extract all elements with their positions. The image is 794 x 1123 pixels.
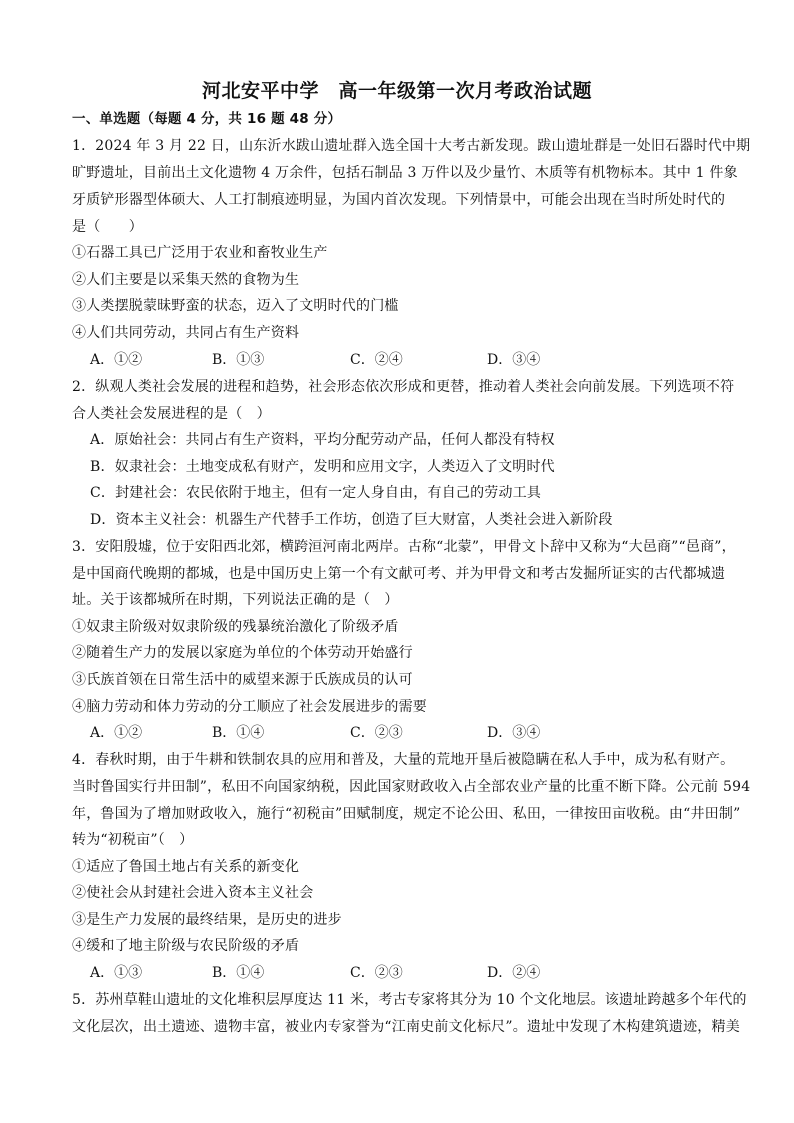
q3-item: ②随着生产力的发展以家庭为单位的个体劳动开始盛行 — [72, 645, 413, 661]
page-title: 河北安平中学 高一年级第一次月考政治试题 — [201, 80, 592, 102]
q4-options — [90, 964, 710, 982]
q1-item: ④人们共同劳动，共同占有生产资料 — [72, 325, 300, 341]
q1-options — [90, 351, 710, 369]
q1-option-b[interactable]: B．①③ — [212, 352, 265, 368]
q3-option-a[interactable]: A．①② — [90, 725, 143, 741]
q4-item: ④缓和了地主阶级与农民阶级的矛盾 — [72, 938, 300, 954]
q4-item: ③是生产力发展的最终结果，是历史的进步 — [72, 912, 342, 928]
q1-item: ②人们主要是以采集天然的食物为生 — [72, 272, 300, 288]
q1-option-c[interactable]: C．②④ — [350, 352, 403, 368]
q4-option-a[interactable]: A．①③ — [90, 965, 143, 981]
q3-stem-line: 址。关于该都城所在时期，下列说法正确的是（ ） — [72, 592, 399, 608]
q5-stem-line: 文化层次，出土遗迹、遗物丰富，被业内专家誉为“江南史前文化标尺”。遗址中发现了木构建筑遗迹，精美 — [72, 1019, 740, 1035]
q1-stem-line: 是（ ） — [72, 219, 143, 235]
q1-item: ③人类摆脱蒙昧野蛮的状态，迈入了文明时代的门槛 — [72, 298, 399, 314]
q4-stem-line: 年，鲁国为了增加财政收入，施行“初税亩”田赋制度，规定不论公田、私田，一律按田亩收税。由“井田制” — [72, 806, 741, 822]
q3-stem-line: 是中国商代晚期的都城，也是中国历史上第一个有文献可考、并为甲骨文和考古发掘所证实的古代都城遗 — [72, 566, 726, 582]
q3-option-c[interactable]: C．②③ — [350, 725, 403, 741]
q5-stem-line: 5．苏州草鞋山遗址的文化堆积层厚度达 11 米，考古专家将其分为 10 个文化地层。该遗址跨越多个年代的 — [72, 992, 747, 1008]
q3-options — [90, 724, 710, 742]
q3-item: ④脑力劳动和体力劳动的分工顺应了社会发展进步的需要 — [72, 699, 427, 715]
q2-option-c[interactable]: C．封建社会：农民依附于地主，但有一定人身自由，有自己的劳动工具 — [90, 485, 542, 501]
q1-stem-line: 旷野遗址，目前出土文化遗物 4 万余件，包括石制品 3 万件以及少量竹、木质等有机物标本。其中 1 件象 — [72, 165, 738, 181]
q2-option-b[interactable]: B．奴隶社会：土地变成私有财产，发明和应用文字，人类迈入了文明时代 — [90, 459, 555, 475]
q1-stem-line: 1．2024 年 3 月 22 日，山东沂水跋山遗址群入选全国十大考古新发现。跋山遗址群是一处旧石器时代中期 — [72, 138, 751, 154]
q1-item: ①石器工具已广泛用于农业和畜牧业生产 — [72, 245, 328, 261]
q2-stem-line: 合人类社会发展进程的是（ ） — [72, 406, 271, 422]
q4-option-c[interactable]: C．②③ — [350, 965, 403, 981]
q4-option-b[interactable]: B．①④ — [212, 965, 265, 981]
q2-option-d[interactable]: D．资本主义社会：机器生产代替手工作坊，创造了巨大财富，人类社会进入新阶段 — [90, 512, 613, 528]
q1-option-d[interactable]: D．③④ — [487, 352, 541, 368]
q2-option-a[interactable]: A．原始社会：共同占有生产资料，平均分配劳动产品，任何人都没有特权 — [90, 432, 555, 448]
q4-stem-line: 4．春秋时期，由于牛耕和铁制农具的应用和普及，大量的荒地开垦后被隐瞒在私人手中，成为私有财产。 — [72, 752, 735, 768]
q4-option-d[interactable]: D．②④ — [487, 965, 541, 981]
section-heading: 一、单选题（每题 4 分，共 16 题 48 分） — [72, 111, 342, 127]
q4-item: ②使社会从封建社会进入资本主义社会 — [72, 885, 314, 901]
q2-stem-line: 2．纵观人类社会发展的进程和趋势，社会形态依次形成和更替，推动着人类社会向前发展。下列选项不符 — [72, 379, 735, 395]
q4-item: ①适应了鲁国土地占有关系的新变化 — [72, 859, 300, 875]
q3-option-b[interactable]: B．①④ — [212, 725, 265, 741]
q4-stem-line: 当时鲁国实行井田制”，私田不向国家纳税，因此国家财政收入占全部农业产量的比重不断下降。公元前 594 — [72, 779, 751, 795]
q3-option-d[interactable]: D．③④ — [487, 725, 541, 741]
q4-stem-line: 转为“初税亩”（ ） — [72, 832, 194, 848]
q3-item: ③氏族首领在日常生活中的威望来源于氏族成员的认可 — [72, 672, 413, 688]
q3-stem-line: 3．安阳殷墟，位于安阳西北郊，横跨洹河南北两岸。古称“北蒙”，甲骨文卜辞中又称为“大邑商”“邑商”， — [72, 539, 736, 555]
q1-option-a[interactable]: A．①② — [90, 352, 143, 368]
q1-stem-line: 牙质铲形器型体硕大、人工打制痕迹明显，为国内首次发现。下列情景中，可能会出现在当时所处时代的 — [72, 192, 726, 208]
q3-item: ①奴隶主阶级对奴隶阶级的残暴统治激化了阶级矛盾 — [72, 619, 399, 635]
